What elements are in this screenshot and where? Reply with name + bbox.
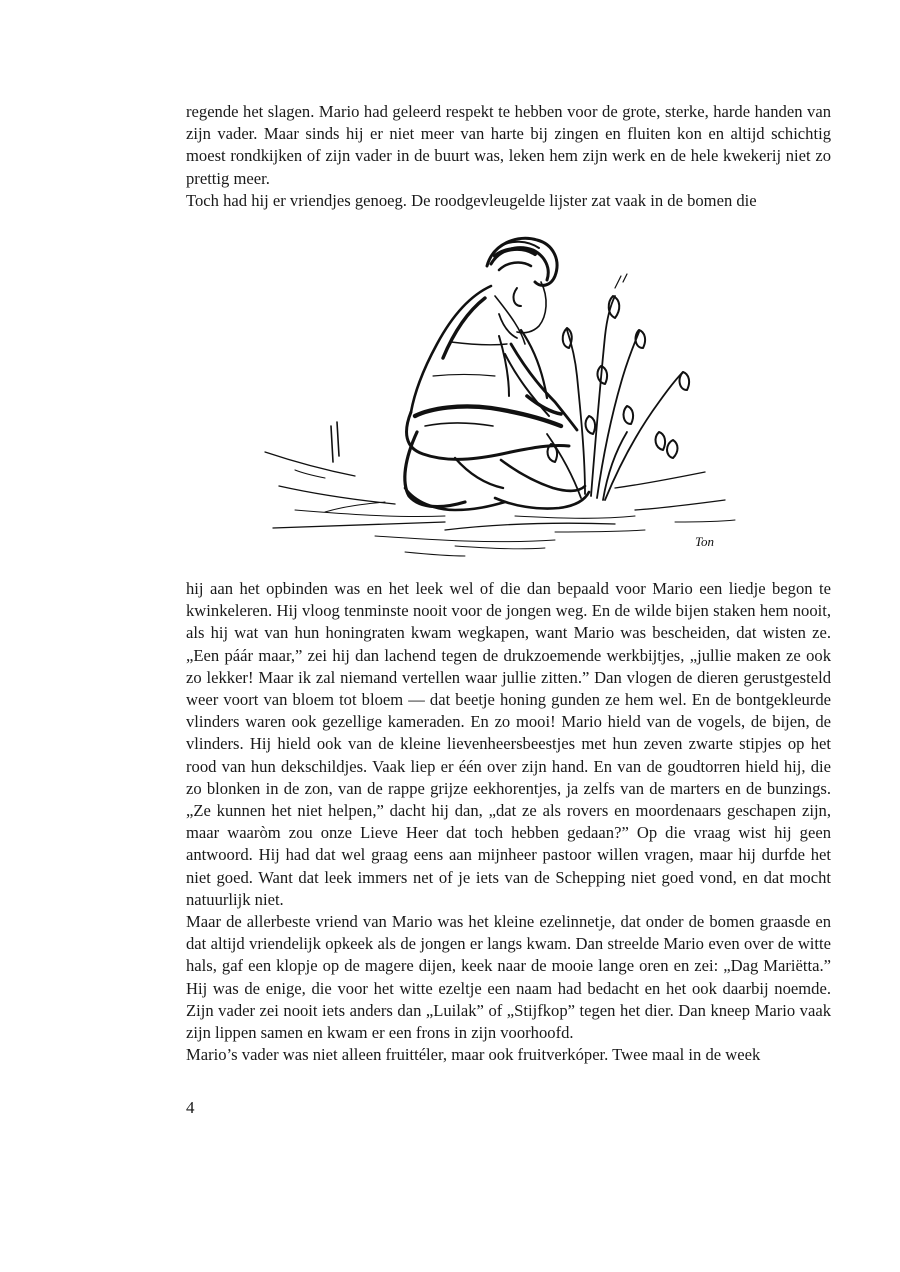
illustration-signature: Ton	[695, 534, 715, 549]
paragraph: hij aan het opbinden was en het leek wel of die dan bepaald voor Mario een liedje begon te kwinkeleren. Hij vloog tenminste nooit voor de jongen weg. En de wilde bijen staken hem nooit, als hij wat van hun honingraten kwam wegkapen, want Mario was bescheiden, dat wisten ze. „Een páár maar,” zei hij dan lachend tegen de drukzoemende werkbijtjes, „jullie maken ze ook zo lekker! Maar ik zal niemand vertellen waar jullie zitten.” Dan vlogen de dieren gerustgesteld weer voort van bloem tot bloem — dat beetje honing gunden ze hem wel. En de bontgekleurde vlinders waren ook gezellige kameraden. En zo mooi! Mario hield van de vogels, de bijen, de vlinders. Hij hield ook van de kleine lievenheersbeestjes met hun zeven zwarte stipjes op het rood van hun dekschildjes. Vaak liep er één over zijn hand. En van de goudtorren hield hij, die zo blonken in de zon, van de rappe grijze eekhorentjes, ja zelfs van de marters en de bunzings. „Ze kunnen het niet helpen,” dacht hij dan, „dat ze als rovers en moordenaars geschapen zijn, maar waaròm zou onze Lieve Heer dat toch hebben gedaan?” Op die vraag wist hij geen antwoord. Hij had dat wel graag eens aan mijnheer pastoor willen vragen, maar hij durfde het niet goed. Want dat leek immers net of je iets van de Schepping niet goed vond, en dat mocht natuurlijk niet.	[186, 579, 831, 909]
bottom-text-block	[186, 578, 831, 1066]
paragraph: Toch had hij er vriendjes genoeg. De roodgevleugelde lijster zat vaak in de bomen die	[186, 190, 757, 210]
hair-scribble	[487, 238, 557, 285]
reed-plants	[547, 296, 683, 500]
page-number: 4	[186, 1098, 195, 1117]
ear	[514, 288, 521, 306]
paragraph: Maar de allerbeste vriend van Mario was het kleine ezelinnetje, dat onder de bomen graasde en dat altijd vriendelijk opkeek als de jongen er langs kwam. Dan streelde Mario even over de witte hals, gaf een klopje op de magere dijen, keek naar de mooie lange oren en zei: „Dag Mariëtta.” Hij was de enige, die voor het witte ezeltje een naam had bedacht en het ook daarbij noemde. Zijn vader zei nooit iets anders dan „Luilak” of „Stijfkop” tegen het dier. Dan kneep Mario vaak zijn lippen samen en kwam er een frons in zijn voorhoofd.	[186, 912, 831, 1043]
boy-crouching-illustration	[255, 226, 745, 576]
top-text-block	[186, 101, 831, 212]
reed-tip	[615, 274, 627, 288]
shirt	[411, 286, 547, 412]
legs	[405, 406, 585, 506]
paragraph: regende het slagen. Mario had geleerd respekt te hebben voor de grote, sterke, harde handen van zijn vader. Maar sinds hij er niet meer van harte bij zingen en fluiten kon en altijd schichtig moest rondkijken of zijn vader in de buurt was, leken hem zijn werk en de hele kwekerij niet zo prettig meer.	[186, 102, 831, 188]
small-reed	[331, 422, 339, 462]
neck	[499, 314, 517, 338]
paragraph: Mario’s vader was niet alleen fruittéler, maar ook fruitverkóper. Twee maal in de week	[186, 1045, 761, 1065]
reed-buds	[548, 296, 690, 462]
face	[517, 282, 546, 333]
